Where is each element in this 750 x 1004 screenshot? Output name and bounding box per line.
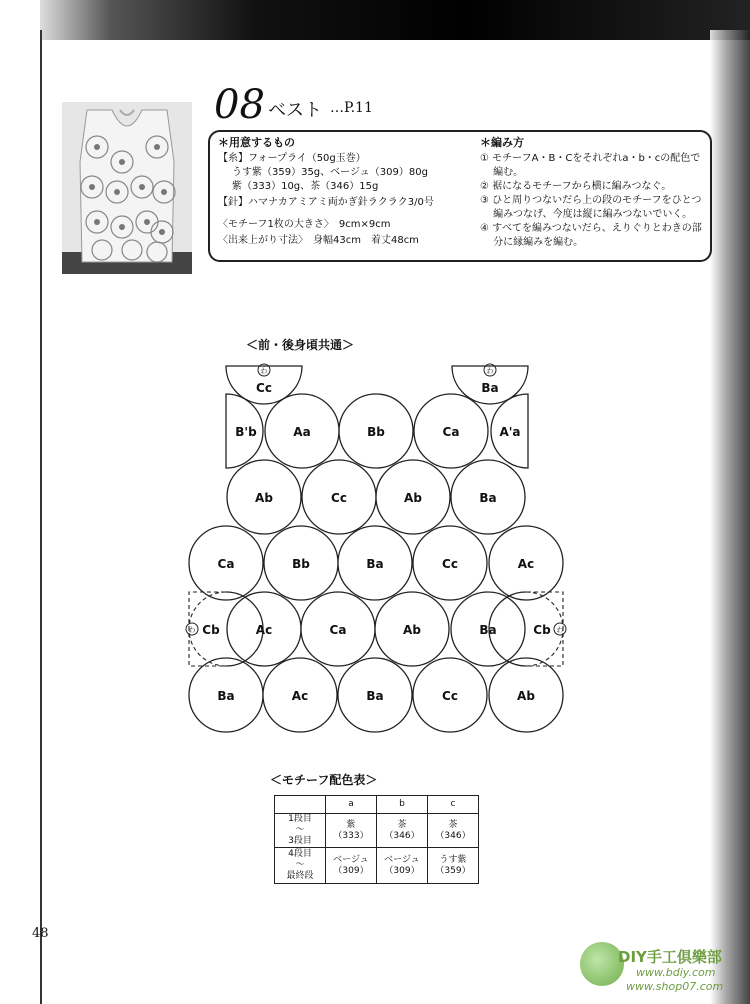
motif-label: Ac — [255, 623, 273, 637]
watermark-url: www.bdiy.com — [636, 966, 716, 979]
motif-label: Cc — [442, 557, 458, 571]
yarn-label: 【糸】フォープライ（50g玉巻） — [218, 153, 366, 164]
table-header: a — [326, 796, 377, 814]
motif-label: Ca — [442, 425, 460, 439]
method-step: 分に縁編みを編む。 — [480, 237, 584, 248]
method-step: ② 裾になるモチーフから横に編みつなぐ。 — [480, 181, 672, 192]
motif-label: Ba — [481, 381, 499, 395]
motif-label: Bb — [292, 557, 310, 571]
watermark-url: www.shop07.com — [626, 980, 724, 993]
table-row-label: 1段目 〜 3段目 — [275, 814, 326, 848]
table-cell: ベージュ （309） — [326, 848, 377, 884]
motif-label: Ba — [366, 689, 384, 703]
pattern-number: 08 — [214, 82, 265, 128]
table-header: b — [377, 796, 428, 814]
wa-label: わ — [556, 626, 564, 634]
method-step: ③ ひと周りつないだら上の段のモチーフをひとつ — [480, 195, 702, 206]
color-table-title: ＜モチーフ配色表＞ — [270, 773, 378, 787]
diagram-title: ＜前・後身頃共通＞ — [246, 338, 355, 352]
method-step: 編む。 — [480, 167, 524, 178]
table-corner — [275, 796, 326, 814]
motif-label: Ca — [217, 557, 235, 571]
finished-size: 〈出来上がり寸法〉 身幅43cm 着丈48cm — [218, 235, 419, 246]
motif-label: Ab — [517, 689, 535, 703]
method-step: ① モチーフA・B・Cをそれぞれa・b・cの配色で — [480, 153, 701, 164]
materials-heading: ＊用意するもの — [218, 136, 295, 149]
motif-label: Ab — [403, 623, 421, 637]
motif-label: Ab — [255, 491, 273, 505]
method-heading: ＊編み方 — [480, 136, 524, 149]
table-cell: 茶 （346） — [377, 814, 428, 848]
yarn-line-2: 紫（333）10g、茶（346）15g — [232, 181, 379, 192]
motif-label: Ba — [479, 623, 497, 637]
wa-label: わ — [188, 626, 196, 634]
motif-label: Ba — [366, 557, 384, 571]
motif-label: Cb — [533, 623, 551, 637]
page-reference: …P.11 — [330, 100, 373, 116]
motif-label: Ca — [329, 623, 347, 637]
hook-info: 【針】ハマナカアミアミ両かぎ針ラクラク3/0号 — [218, 197, 434, 208]
motif-label: Cc — [442, 689, 458, 703]
motif-label: B'b — [235, 425, 257, 439]
table-header: c — [428, 796, 479, 814]
page-number: 48 — [32, 926, 49, 941]
wa-label: わ — [486, 367, 494, 375]
table-cell: 茶 （346） — [428, 814, 479, 848]
motif-label: Ab — [404, 491, 422, 505]
watermark-name: DIY手工俱樂部 — [618, 948, 722, 966]
motif-label: Cb — [202, 623, 220, 637]
motif-label: Ac — [517, 557, 535, 571]
motif-label: Ba — [217, 689, 235, 703]
motif-label: Ac — [291, 689, 309, 703]
motif-label: Cc — [256, 381, 272, 395]
motif-label: Bb — [367, 425, 385, 439]
motif-label: A'a — [499, 425, 521, 439]
motif-label: Aa — [293, 425, 311, 439]
pattern-title: ベスト — [268, 100, 322, 121]
method-step: 編みつなげ、今度は縦に編みつないでいく。 — [480, 209, 693, 220]
table-cell: 紫 （333） — [326, 814, 377, 848]
table-row-label: 4段目 〜 最終段 — [275, 848, 326, 884]
motif-size: 〈モチーフ1枚の大きさ〉 9cm×9cm — [218, 219, 391, 230]
wa-label: わ — [260, 367, 268, 375]
yarn-line-1: うす紫（359）35g、ベージュ（309）80g — [232, 167, 428, 178]
method-step: ④ すべてを編みつないだら、えりぐりとわきの部 — [480, 223, 702, 234]
table-cell: うす紫 （359） — [428, 848, 479, 884]
motif-label: Ba — [479, 491, 497, 505]
motif-label: Cc — [331, 491, 347, 505]
motif-color-table — [274, 795, 479, 884]
table-cell: ベージュ （309） — [377, 848, 428, 884]
